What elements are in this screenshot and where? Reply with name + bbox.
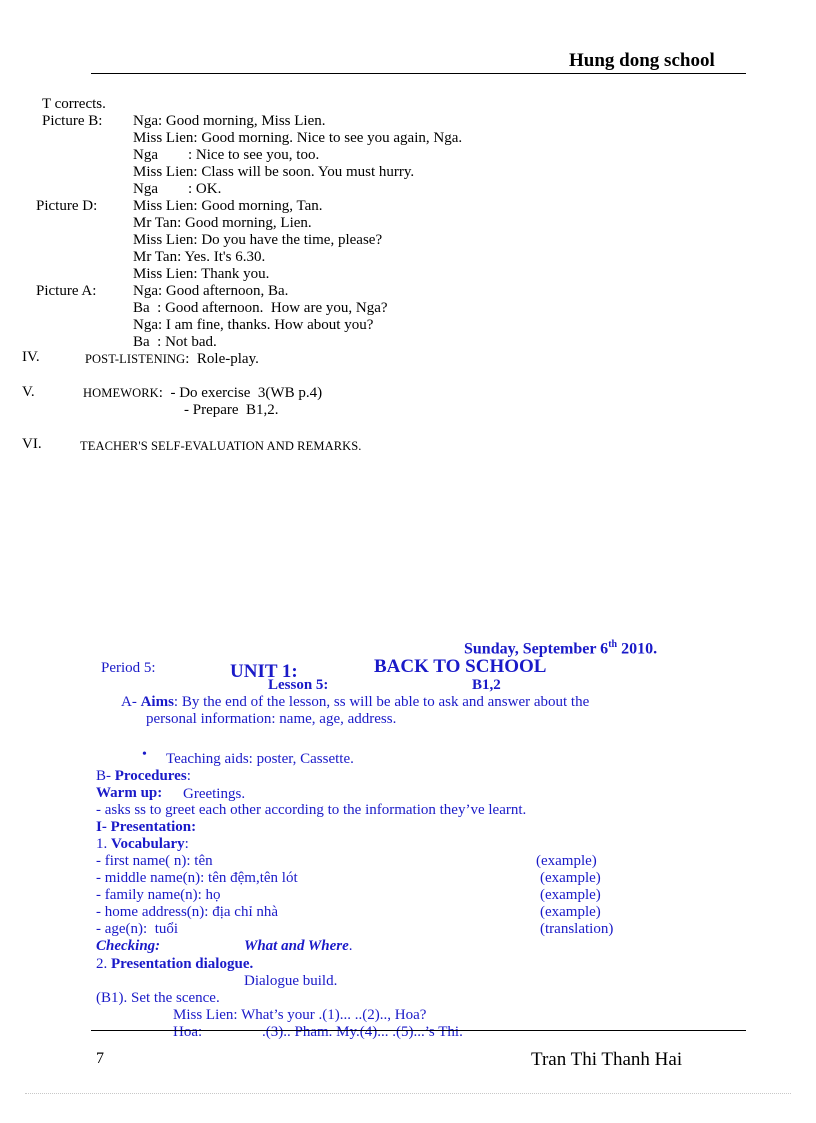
- presentation-heading: I- Presentation:: [96, 819, 197, 835]
- procedures-label: Procedures: [114, 768, 187, 784]
- dialogue-line-2-text: .(3).. Pham. My.(4)... .(5)...’s Thi.: [262, 1024, 463, 1040]
- dialogue-heading: [96, 956, 253, 973]
- header-school: Hung dong school: [569, 50, 715, 71]
- warmup-desc: - asks ss to greet each other according to the information they’ve learnt.: [96, 802, 527, 818]
- section-v-heading: [83, 385, 322, 402]
- picture-b-line: Miss Lien: Class will be soon. You must hurry.: [133, 164, 415, 180]
- section-v-title: HOMEWORK: [83, 386, 159, 400]
- procedures-colon: :: [186, 768, 191, 784]
- vocab-label: Vocabulary: [111, 836, 185, 852]
- date-prefix: Sunday, September 6: [464, 640, 609, 658]
- warmup-text: Greetings.: [183, 786, 246, 802]
- aims-text-2: personal information: name, age, address.: [146, 711, 397, 727]
- checking-label: Checking:: [96, 938, 161, 954]
- picture-b-label: Picture B:: [42, 113, 103, 129]
- header-rule: [91, 73, 746, 74]
- section-v-text2: - Prepare B1,2.: [184, 402, 279, 418]
- procedures-prefix: B-: [96, 768, 111, 784]
- picture-d-label: Picture D:: [36, 198, 98, 214]
- vocab-note: (example): [536, 853, 597, 869]
- aims-text: : By the end of the lesson, ss will be able to ask and answer about the: [173, 694, 590, 710]
- vocab-note: (example): [540, 904, 601, 920]
- section-v-text: : - Do exercise 3(WB p.4): [158, 385, 323, 401]
- vocab-term: - home address(n): địa chỉ nhà: [96, 904, 279, 920]
- picture-b-line: Nga : Nice to see you, too.: [133, 147, 320, 163]
- section-iv-heading: [85, 351, 259, 368]
- section-vi-number: VI.: [22, 436, 42, 452]
- dialogue-label: Presentation dialogue.: [111, 956, 254, 972]
- picture-d-line: Mr Tan: Yes. It's 6.30.: [133, 249, 266, 265]
- procedures-line: [96, 768, 191, 785]
- date-year: 2010.: [617, 640, 658, 658]
- dialogue-line-1: Miss Lien: What’s your .(1)... ..(2).., Hoa?: [173, 1007, 427, 1023]
- vocab-note: (example): [540, 887, 601, 903]
- date-suffix-sup: th: [608, 639, 618, 650]
- dialogue-number: 2.: [96, 956, 111, 972]
- checking-text: What and Where: [244, 938, 349, 954]
- vocab-term: - middle name(n): tên đệm,tên lót: [96, 870, 298, 886]
- vocab-note: (translation): [540, 921, 614, 937]
- footer-rule: [91, 1030, 746, 1031]
- lesson-label: Lesson 5:: [268, 677, 329, 693]
- vocab-term: - family name(n): họ: [96, 887, 221, 903]
- dialogue-line-2-speaker: Hoa:: [173, 1024, 203, 1040]
- vocab-term: - first name( n): tên: [96, 853, 213, 869]
- picture-a-line: Nga: Good afternoon, Ba.: [133, 283, 289, 299]
- section-vi-title: TEACHER'S SELF-EVALUATION AND REMARKS.: [80, 439, 362, 453]
- picture-d-line: Miss Lien: Do you have the time, please?: [133, 232, 383, 248]
- bullet-icon: •: [142, 747, 147, 762]
- warmup-label: Warm up:: [96, 785, 163, 801]
- lesson-code: B1,2: [472, 677, 501, 693]
- checking-line: [244, 938, 353, 955]
- footer-author: Tran Thi Thanh Hai: [531, 1049, 683, 1070]
- section-iv-number: IV.: [22, 349, 40, 365]
- picture-b-line: Nga: Good morning, Miss Lien.: [133, 113, 326, 129]
- vocabulary-heading: [96, 836, 189, 853]
- picture-d-line: Miss Lien: Thank you.: [133, 266, 270, 282]
- section-v-number: V.: [22, 384, 35, 400]
- unit-label: UNIT 1:: [230, 661, 298, 682]
- aims-prefix: A-: [121, 694, 137, 710]
- vocab-term: - age(n): tuổi: [96, 921, 179, 937]
- period-label: Period 5:: [101, 660, 156, 676]
- teaching-aids: Teaching aids: poster, Cassette.: [166, 751, 354, 767]
- page-number: 7: [96, 1050, 104, 1067]
- unit-title: BACK TO SCHOOL: [374, 656, 547, 677]
- picture-a-line: Nga: I am fine, thanks. How about you?: [133, 317, 374, 333]
- picture-d-line: Miss Lien: Good morning, Tan.: [133, 198, 323, 214]
- vocab-number: 1.: [96, 836, 111, 852]
- picture-a-line: Ba : Not bad.: [133, 334, 217, 350]
- aims-label: Aims: [140, 694, 174, 710]
- t-corrects: T corrects.: [42, 96, 106, 112]
- section-iv-text: : Role-play.: [185, 351, 259, 367]
- checking-dot: .: [348, 938, 353, 954]
- picture-d-line: Mr Tan: Good morning, Lien.: [133, 215, 312, 231]
- vocab-colon: :: [184, 836, 189, 852]
- vocab-note: (example): [540, 870, 601, 886]
- page-bottom-divider: [25, 1093, 791, 1094]
- picture-a-label: Picture A:: [36, 283, 97, 299]
- section-iv-title: POST-LISTENING: [85, 352, 186, 366]
- aims-line: [121, 694, 589, 711]
- set-scene: (B1). Set the scence.: [96, 990, 220, 1006]
- picture-b-line: Nga : OK.: [133, 181, 222, 197]
- picture-b-line: Miss Lien: Good morning. Nice to see you again, Nga.: [133, 130, 463, 146]
- dialogue-build: Dialogue build.: [244, 973, 338, 989]
- picture-a-line: Ba : Good afternoon. How are you, Nga?: [133, 300, 388, 316]
